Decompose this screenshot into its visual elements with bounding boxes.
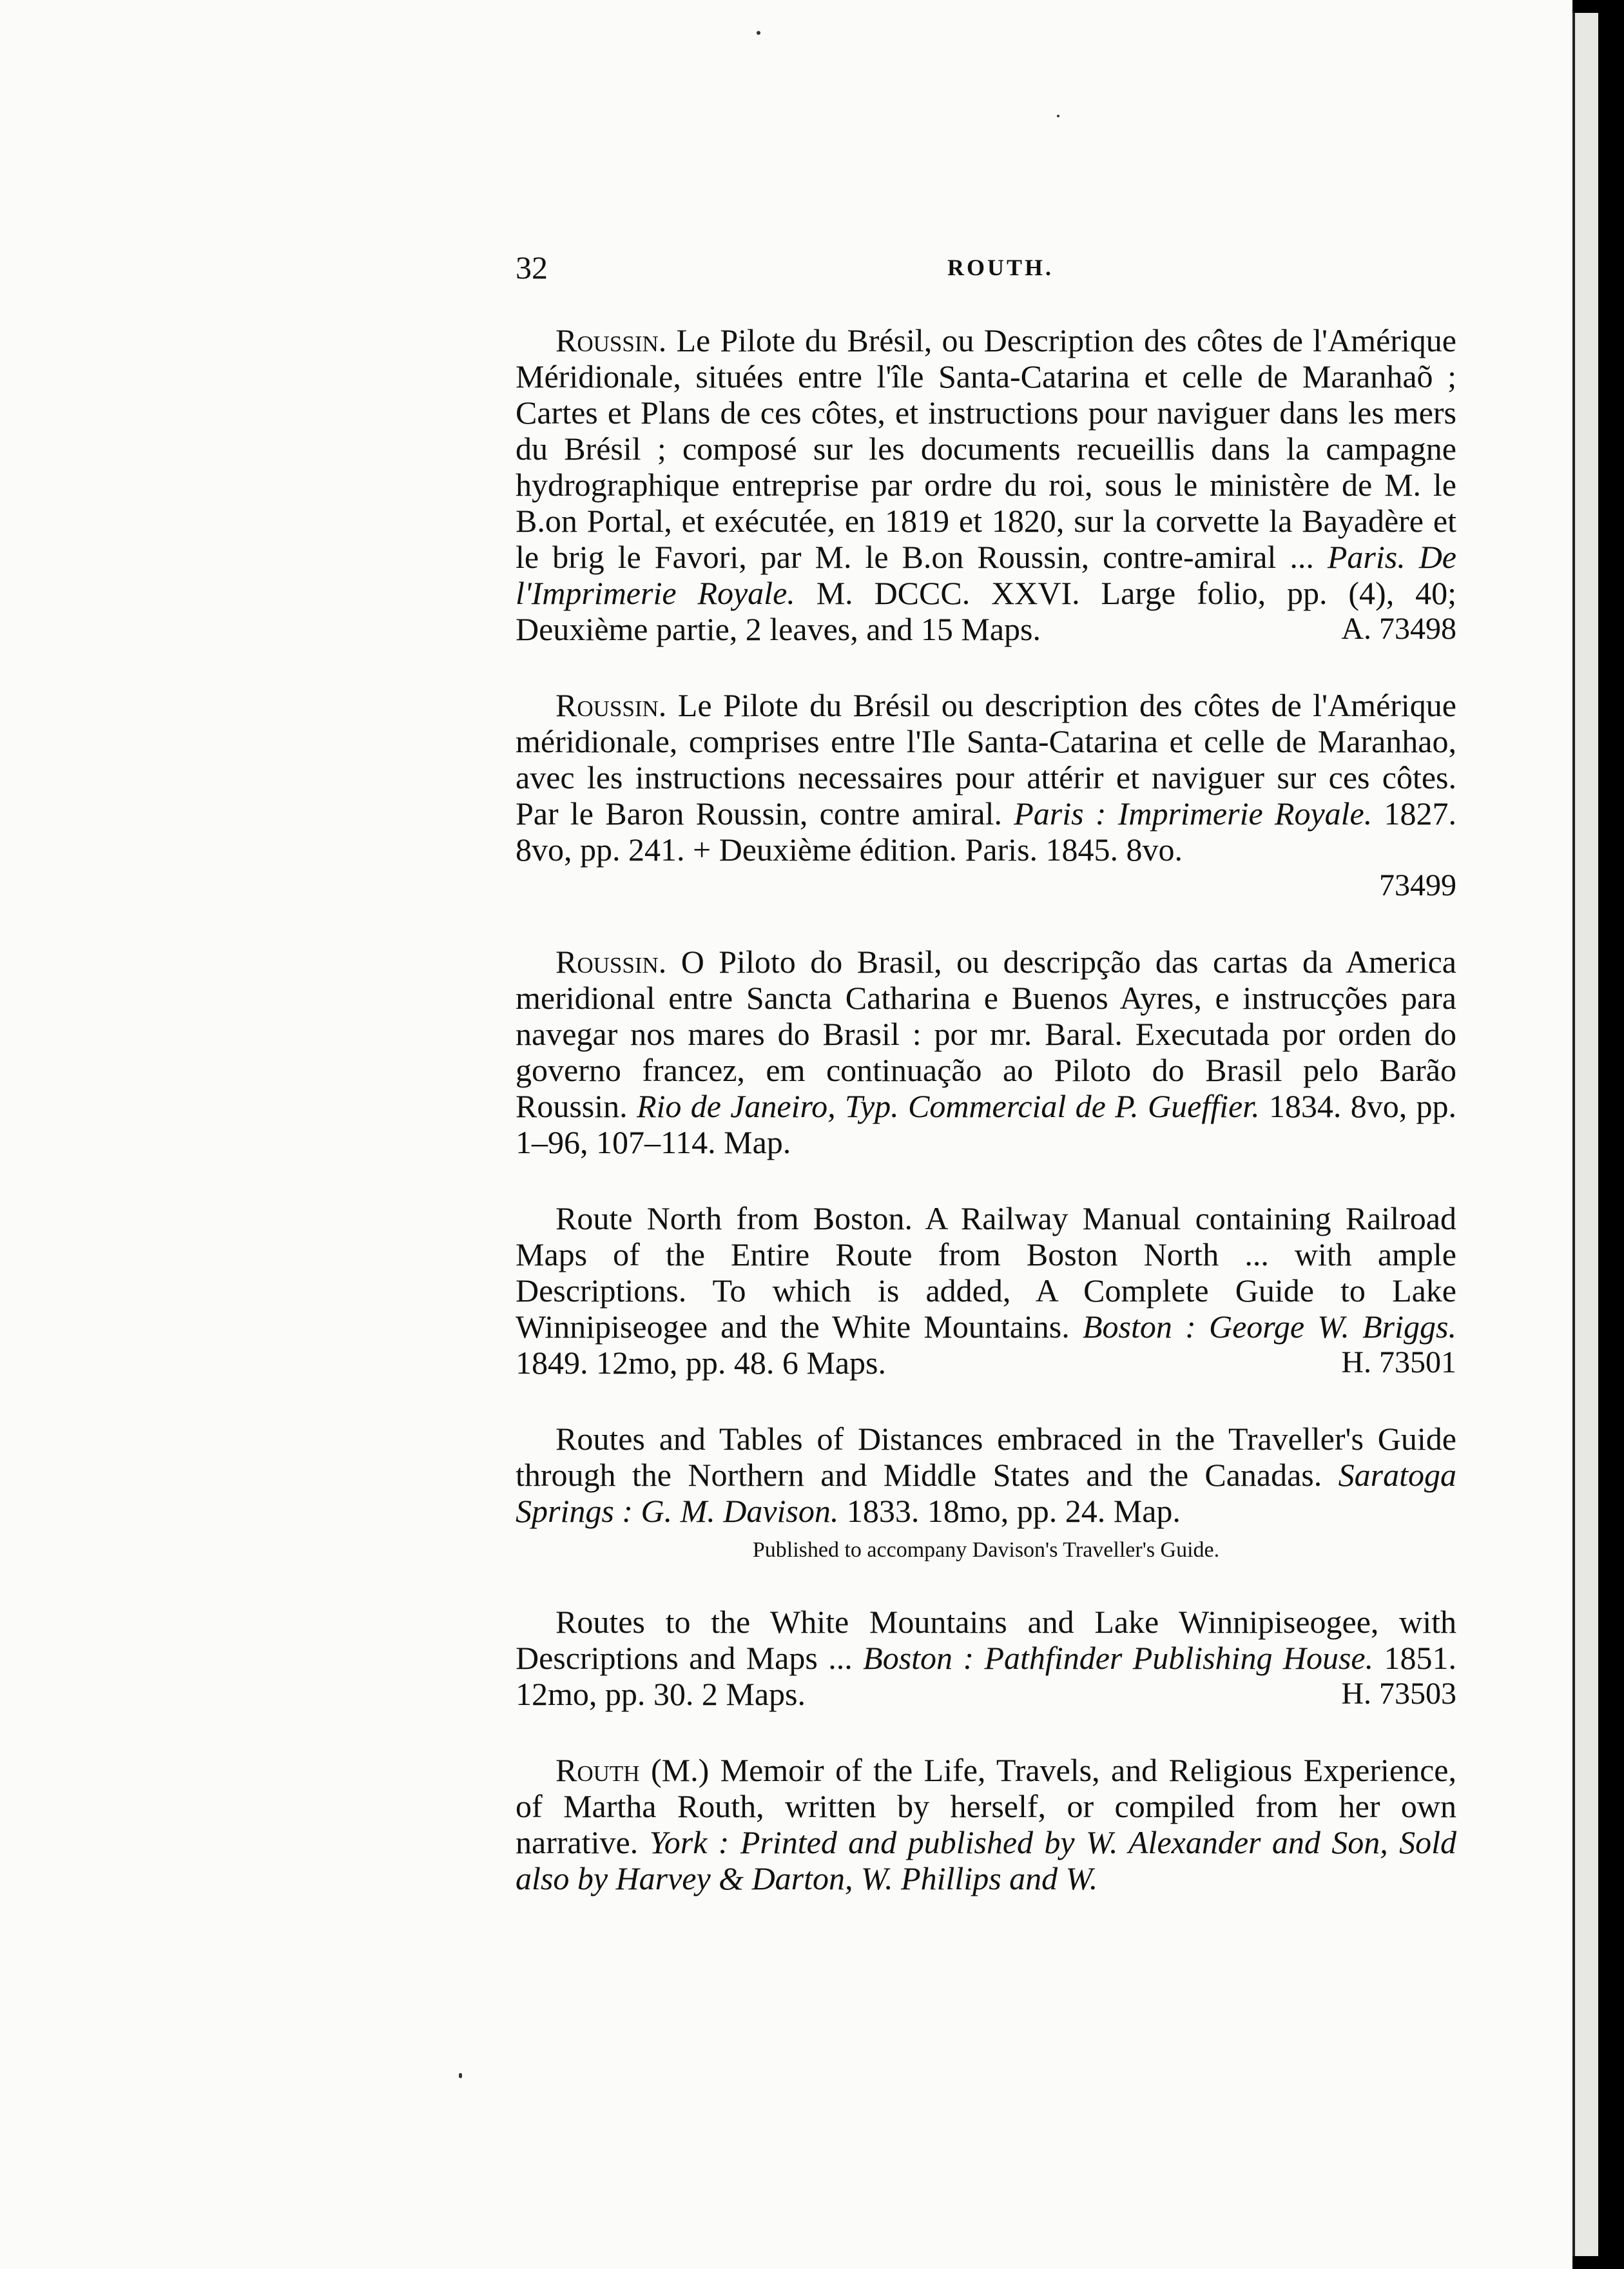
entry-tail: 1827. 8vo, pp. 241. + Deuxième édition. Paris. 1845. 8vo.	[516, 795, 1456, 868]
bibliography-entries	[516, 322, 1456, 1936]
entry	[516, 687, 1456, 904]
entry-imprint: Boston : George W. Briggs.	[1083, 1309, 1456, 1345]
page-header	[516, 248, 1450, 287]
entry-heading: Roussin.	[556, 687, 667, 723]
speck	[1057, 115, 1059, 117]
running-head: ROUTH.	[947, 255, 1054, 280]
accession-number: H. 73501	[1341, 1345, 1456, 1379]
next-page-edge	[1572, 13, 1598, 2256]
speck	[459, 2073, 462, 2078]
entry-heading: Roussin.	[556, 322, 667, 358]
entry-heading: Routh (M.)	[556, 1752, 710, 1788]
entry-imprint: Saratoga Springs : G. M. Davison.	[516, 1457, 1457, 1529]
accession-number: A. 73498	[1341, 612, 1456, 646]
entry-imprint: Paris : Imprimerie Royale.	[1014, 795, 1373, 832]
entry-imprint: Boston : Pathfinder Publishing House.	[863, 1640, 1374, 1676]
entry-body: Route North from Boston. A Railway Manual containing Railroad Maps of the Entire Route from Boston North ... with ample Descriptions. To which is added, A Complete Guide to Lake Winnipiseogee and the White Mountains.	[516, 1200, 1456, 1345]
speck	[757, 31, 760, 35]
entry-note: Published to accompany Davison's Traveller's Guide.	[752, 1538, 1220, 1562]
entry-imprint: Rio de Janeiro, Typ. Commercial de P. Gueffier.	[636, 1088, 1260, 1124]
entry-imprint: Paris. De l'Imprimerie Royale.	[516, 539, 1457, 611]
entry-body: Memoir of the Life, Travels, and Religious Experience, of Martha Routh, written by herself, or compiled from her own narrative.	[516, 1752, 1456, 1860]
entry-body: Routes to the White Mountains and Lake Winnipiseogee, with Descriptions and Maps ...	[516, 1604, 1456, 1676]
entry	[516, 1752, 1456, 1896]
entry	[516, 944, 1456, 1160]
entry	[516, 1604, 1456, 1712]
entry	[516, 1421, 1456, 1529]
entry-tail: 1849. 12mo, pp. 48. 6 Maps.	[516, 1345, 886, 1381]
entry-body: O Piloto do Brasil, ou descripção das cartas da America meridional entre Sancta Catharina e Buenos Ayres, e instrucções para navegar nos mares do Brasil : por mr. Baral. Executada por orden do governo francez, em continuação ao Piloto do Brasil pelo Barão Roussin.	[516, 944, 1456, 1124]
entry-body: Routes and Tables of Distances embraced in the Traveller's Guide through the Northern and Middle States and the Canadas.	[516, 1421, 1456, 1493]
page-number: 32	[516, 249, 548, 286]
accession-number: H. 73503	[1341, 1677, 1456, 1711]
entry-heading: Roussin.	[556, 944, 667, 980]
accession-number: 73499	[1379, 868, 1456, 902]
entry-tail: 1851. 12mo, pp. 30. 2 Maps.	[516, 1640, 1457, 1712]
entry-body: Le Pilote du Brésil ou description des côtes de l'Amérique méridionale, comprises entre l'Ile Santa-Catarina et celle de Maranhao, avec les instructions necessaires pour attérir et naviguer sur ces côtes. Par le Baron Roussin, contre amiral.	[516, 687, 1456, 832]
entry-imprint: York : Printed and published by W. Alexander and Son, Sold also by Harvey & Darton, W. Phillips and W.	[516, 1824, 1457, 1896]
entry	[516, 322, 1456, 647]
entry-tail: 1833. 18mo, pp. 24. Map.	[846, 1493, 1181, 1529]
entry-tail: M. DCCC. XXVI. Large folio, pp. (4), 40; Deuxième partie, 2 leaves, and 15 Maps.	[516, 575, 1457, 647]
entry-body: Le Pilote du Brésil, ou Description des côtes de l'Amérique Méridionale, situées entre l'île Santa-Catarina et celle de Maranhaõ ; Cartes et Plans de ces côtes, et instructions pour naviguer dans les mers du Brésil ; composé sur les documents recueillis dans la campagne hydrographique entreprise par ordre du roi, sous le ministère de M. le B.on Portal, et exécutée, en 1819 et 1820, sur la corvette la Bayadère et le brig le Favori, par M. le B.on Roussin, contre-amiral ...	[516, 322, 1456, 575]
entry-tail: 1834. 8vo, pp. 1–96, 107–114. Map.	[516, 1088, 1457, 1160]
entry	[516, 1200, 1456, 1381]
